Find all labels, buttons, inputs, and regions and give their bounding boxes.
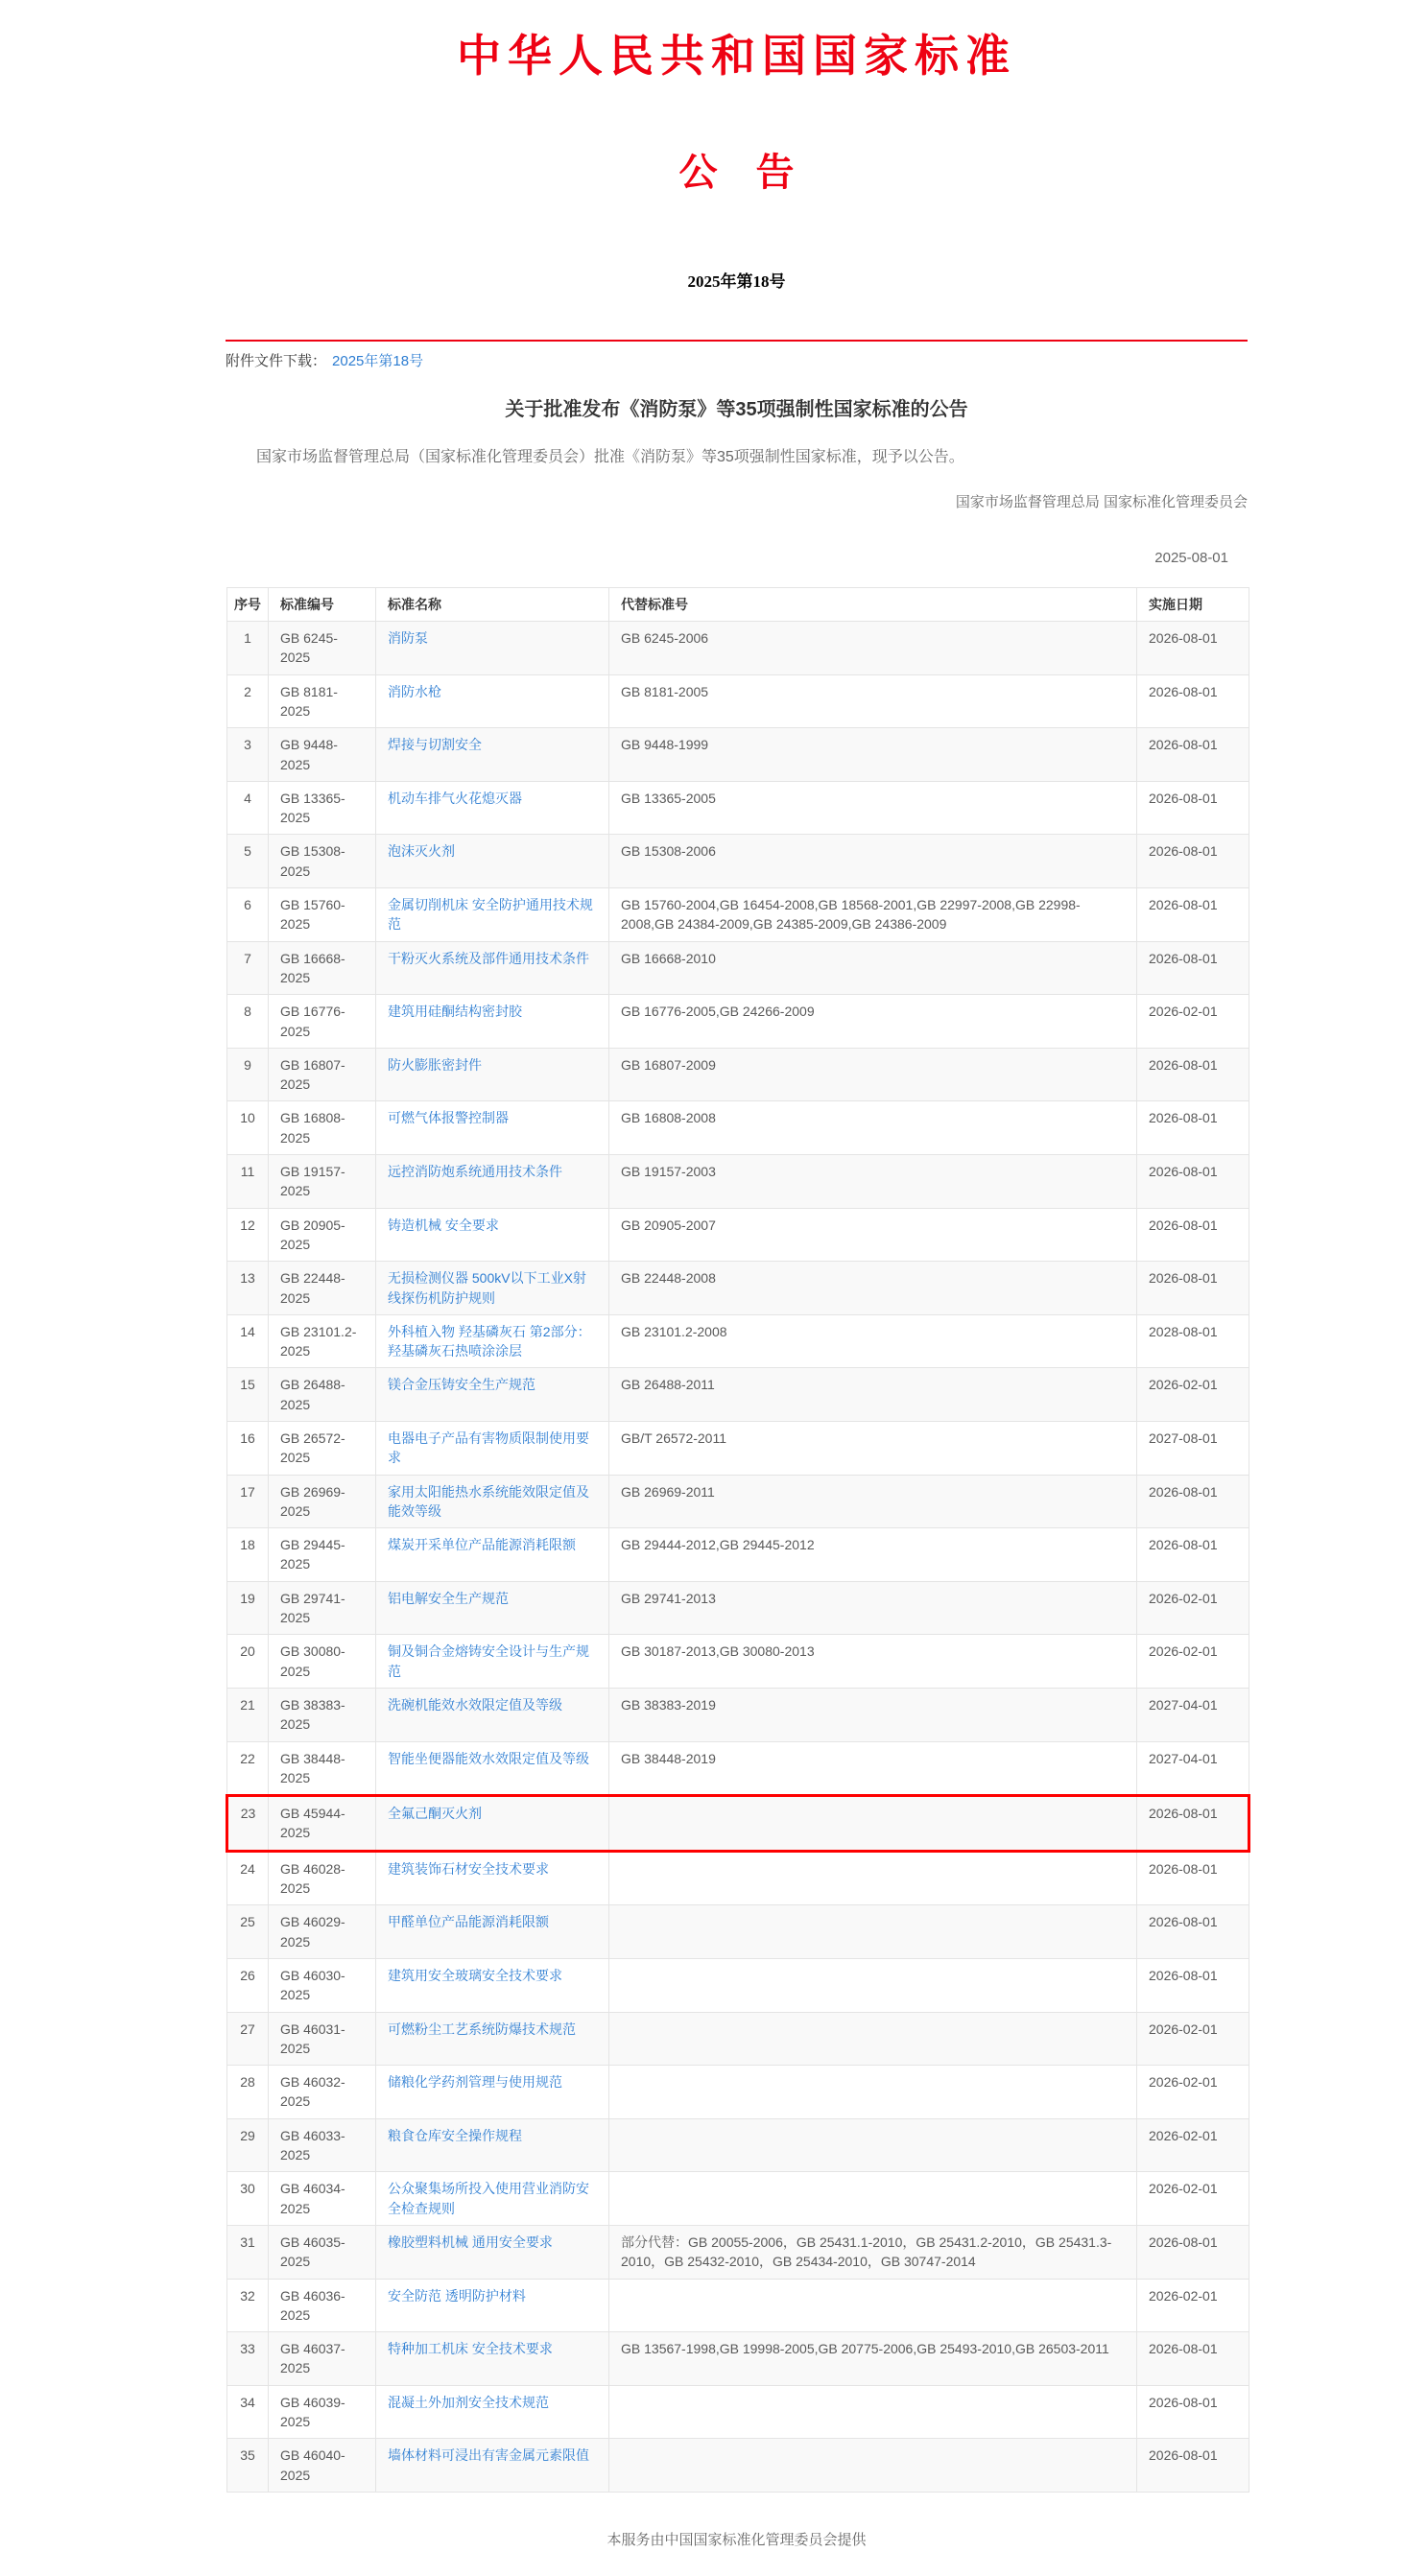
standard-code: GB 19157-2025	[269, 1155, 376, 1209]
standard-name-cell	[376, 1422, 609, 1476]
replaced-standards: GB 30187-2013,GB 30080-2013	[609, 1635, 1137, 1689]
implementation-date: 2026-08-01	[1137, 1475, 1249, 1528]
standard-name-cell	[376, 1741, 609, 1796]
replaced-standards: GB 15760-2004,GB 16454-2008,GB 18568-2001,GB 22997-2008,GB 22998-2008,GB 24384-2009,GB 24385-2009,GB 24386-2009	[609, 888, 1137, 942]
implementation-date: 2028-08-01	[1137, 1314, 1249, 1368]
footer-text: 本服务由中国国家标准化管理委员会提供	[606, 2531, 867, 2548]
replaced-standards	[609, 1851, 1137, 1905]
implementation-date: 2026-08-01	[1137, 1101, 1249, 1155]
replaced-standards: GB 26969-2011	[609, 1475, 1137, 1528]
row-number: 22	[227, 1741, 269, 1796]
implementation-date: 2027-04-01	[1137, 1741, 1249, 1796]
row-number: 4	[227, 781, 269, 835]
row-number: 6	[227, 888, 269, 942]
replaced-standards: GB 26488-2011	[609, 1368, 1137, 1422]
standard-name-link[interactable]: 干粉灭火系统及部件通用技术条件	[388, 950, 589, 966]
row-number: 5	[227, 835, 269, 888]
implementation-date: 2026-02-01	[1137, 1368, 1249, 1422]
replaced-standards: GB 29741-2013	[609, 1581, 1137, 1635]
row-number: 27	[227, 2012, 269, 2066]
standard-name-cell	[376, 1528, 609, 1582]
attachment-link[interactable]: 2025年第18号	[332, 353, 424, 369]
replaced-standards: GB 19157-2003	[609, 1155, 1137, 1209]
standard-name-cell	[376, 1475, 609, 1528]
row-number: 9	[227, 1048, 269, 1101]
standard-code: GB 9448-2025	[269, 728, 376, 782]
standards-table-body	[227, 622, 1249, 2493]
standard-code: GB 46040-2025	[269, 2439, 376, 2493]
row-number: 14	[227, 1314, 269, 1368]
standard-code: GB 45944-2025	[269, 1796, 376, 1852]
standard-name-link[interactable]: 电器电子产品有害物质限制使用要求	[388, 1430, 589, 1466]
standard-code: GB 16668-2025	[269, 941, 376, 995]
replaced-standards	[609, 2066, 1137, 2119]
row-number: 17	[227, 1475, 269, 1528]
replaced-standards	[609, 1796, 1137, 1852]
replaced-standards	[609, 1958, 1137, 2012]
table-row	[227, 1635, 1249, 1689]
standard-name-link[interactable]: 消防水枪	[388, 683, 441, 699]
table-row	[227, 1155, 1249, 1209]
standard-name-cell	[376, 1581, 609, 1635]
column-header-replaces: 代替标准号	[609, 587, 1137, 621]
table-row	[227, 941, 1249, 995]
standard-code: GB 29445-2025	[269, 1528, 376, 1582]
table-row	[227, 1048, 1249, 1101]
implementation-date: 2026-08-01	[1137, 1208, 1249, 1262]
table-row	[227, 674, 1249, 728]
replaced-standards: GB 22448-2008	[609, 1262, 1137, 1315]
standard-name-link[interactable]: 粮食仓库安全操作规程	[388, 2127, 522, 2143]
standard-name-cell	[376, 674, 609, 728]
table-row	[227, 1368, 1249, 1422]
table-row	[227, 888, 1249, 942]
row-number: 11	[227, 1155, 269, 1209]
row-number: 26	[227, 1958, 269, 2012]
standard-name-cell	[376, 2118, 609, 2172]
replaced-standards	[609, 2439, 1137, 2493]
standard-name-cell	[376, 622, 609, 675]
row-number: 2	[227, 674, 269, 728]
replaced-standards: GB 16776-2005,GB 24266-2009	[609, 995, 1137, 1049]
row-number: 15	[227, 1368, 269, 1422]
announcement-page	[226, 0, 1248, 2576]
standard-name-cell	[376, 1851, 609, 1905]
standard-name-cell	[376, 1688, 609, 1741]
row-number: 24	[227, 1851, 269, 1905]
standard-code: GB 38383-2025	[269, 1688, 376, 1741]
standard-name-cell	[376, 1208, 609, 1262]
table-row	[227, 835, 1249, 888]
standard-name-cell	[376, 2225, 609, 2279]
row-number: 31	[227, 2225, 269, 2279]
implementation-date: 2026-08-01	[1137, 1048, 1249, 1101]
page-title: 中华人民共和国国家标准	[457, 32, 1016, 81]
row-number: 20	[227, 1635, 269, 1689]
row-number: 21	[227, 1688, 269, 1741]
standard-code: GB 46030-2025	[269, 1958, 376, 2012]
table-row	[227, 2118, 1249, 2172]
standard-name-cell	[376, 2439, 609, 2493]
standard-name-cell	[376, 2172, 609, 2226]
implementation-date: 2026-08-01	[1137, 1528, 1249, 1582]
table-row	[227, 1262, 1249, 1315]
replaced-standards: 部分代替：GB 20055-2006，GB 25431.1-2010，GB 25431.2-2010，GB 25431.3-2010，GB 25432-2010，GB 25434-2010，GB 30747-2014	[609, 2225, 1137, 2279]
row-number: 32	[227, 2279, 269, 2332]
standard-name-link[interactable]: 防火膨胀密封件	[388, 1056, 482, 1073]
implementation-date: 2026-08-01	[1137, 2332, 1249, 2386]
implementation-date: 2026-08-01	[1137, 941, 1249, 995]
standard-code: GB 46029-2025	[269, 1905, 376, 1959]
replaced-standards: GB 38448-2019	[609, 1741, 1137, 1796]
standard-name-link[interactable]: 外科植入物 羟基磷灰石 第2部分：羟基磷灰石热喷涂涂层	[388, 1323, 591, 1359]
replaced-standards: GB 16808-2008	[609, 1101, 1137, 1155]
standard-name-link[interactable]: 全氟己酮灭火剂	[388, 1806, 482, 1822]
standard-name-cell	[376, 1958, 609, 2012]
attachment-row	[226, 342, 1248, 370]
replaced-standards	[609, 2385, 1137, 2439]
standard-code: GB 46033-2025	[269, 2118, 376, 2172]
row-number: 18	[227, 1528, 269, 1582]
table-row	[227, 1581, 1249, 1635]
standard-name-cell	[376, 835, 609, 888]
implementation-date: 2026-08-01	[1137, 1155, 1249, 1209]
standard-code: GB 15760-2025	[269, 888, 376, 942]
table-row	[227, 1958, 1249, 2012]
standard-name-link[interactable]: 金属切削机床 安全防护通用技术规范	[388, 897, 593, 933]
standard-name-link[interactable]: 墙体材料可浸出有害金属元素限值	[388, 2447, 589, 2464]
row-number: 25	[227, 1905, 269, 1959]
row-number: 1	[227, 622, 269, 675]
standard-code: GB 20905-2025	[269, 1208, 376, 1262]
table-row	[227, 2012, 1249, 2066]
row-number: 8	[227, 995, 269, 1049]
implementation-date: 2026-08-01	[1137, 781, 1249, 835]
standard-name-link[interactable]: 铜及铜合金熔铸安全设计与生产规范	[388, 1643, 589, 1679]
replaced-standards: GB 16668-2010	[609, 941, 1137, 995]
standard-code: GB 16776-2025	[269, 995, 376, 1049]
table-row	[227, 1851, 1249, 1905]
standard-code: GB 46036-2025	[269, 2279, 376, 2332]
standard-code: GB 22448-2025	[269, 1262, 376, 1315]
implementation-date: 2026-08-01	[1137, 1958, 1249, 2012]
replaced-standards	[609, 2279, 1137, 2332]
notice-date: 2025-08-01	[1154, 549, 1228, 566]
standard-name-link[interactable]: 无损检测仪器 500kV以下工业X射线探伤机防护规则	[388, 1270, 586, 1306]
standard-code: GB 46034-2025	[269, 2172, 376, 2226]
standard-name-link[interactable]: 家用太阳能热水系统能效限定值及能效等级	[388, 1483, 589, 1519]
issue-number: 2025年第18号	[687, 272, 786, 291]
standard-name-cell	[376, 2385, 609, 2439]
row-number: 28	[227, 2066, 269, 2119]
replaced-standards: GB 38383-2019	[609, 1688, 1137, 1741]
implementation-date: 2026-02-01	[1137, 1581, 1249, 1635]
standard-name-cell	[376, 2066, 609, 2119]
standard-name-cell	[376, 1368, 609, 1422]
implementation-date: 2026-08-01	[1137, 888, 1249, 942]
row-number: 3	[227, 728, 269, 782]
standard-name-cell	[376, 2279, 609, 2332]
standard-code: GB 46037-2025	[269, 2332, 376, 2386]
standard-name-cell	[376, 1048, 609, 1101]
standard-code: GB 15308-2025	[269, 835, 376, 888]
standard-code: GB 13365-2025	[269, 781, 376, 835]
standard-code: GB 30080-2025	[269, 1635, 376, 1689]
standard-name-link[interactable]: 远控消防炮系统通用技术条件	[388, 1164, 562, 1180]
standard-name-link[interactable]: 可燃气体报警控制器	[388, 1110, 509, 1126]
standard-name-link[interactable]: 焊接与切割安全	[388, 737, 482, 753]
implementation-date: 2026-02-01	[1137, 1635, 1249, 1689]
row-number: 33	[227, 2332, 269, 2386]
standard-name-link[interactable]: 建筑装饰石材安全技术要求	[388, 1860, 549, 1877]
standard-name-link[interactable]: 甲醛单位产品能源消耗限额	[388, 1914, 549, 1930]
table-row	[227, 1475, 1249, 1528]
replaced-standards	[609, 2172, 1137, 2226]
implementation-date: 2026-08-01	[1137, 2385, 1249, 2439]
row-number: 30	[227, 2172, 269, 2226]
table-row	[227, 1741, 1249, 1796]
implementation-date: 2026-02-01	[1137, 995, 1249, 1049]
standard-name-link[interactable]: 建筑用安全玻璃安全技术要求	[388, 1967, 562, 1983]
table-header-row	[227, 587, 1249, 621]
standard-name-link[interactable]: 智能坐便器能效水效限定值及等级	[388, 1750, 589, 1766]
replaced-standards: GB 8181-2005	[609, 674, 1137, 728]
standard-name-link[interactable]: 混凝土外加剂安全技术规范	[388, 2394, 549, 2410]
column-header-no: 序号	[227, 587, 269, 621]
table-row	[227, 2225, 1249, 2279]
row-number: 29	[227, 2118, 269, 2172]
implementation-date: 2026-08-01	[1137, 1262, 1249, 1315]
table-row	[227, 995, 1249, 1049]
implementation-date: 2026-08-01	[1137, 2225, 1249, 2279]
standard-code: GB 38448-2025	[269, 1741, 376, 1796]
replaced-standards	[609, 1905, 1137, 1959]
standard-name-link[interactable]: 机动车排气火花熄灭器	[388, 790, 522, 806]
replaced-standards: GB 13567-1998,GB 19998-2005,GB 20775-2006,GB 25493-2010,GB 26503-2011	[609, 2332, 1137, 2386]
implementation-date: 2026-08-01	[1137, 1796, 1249, 1852]
standard-code: GB 26488-2025	[269, 1368, 376, 1422]
implementation-date: 2027-04-01	[1137, 1688, 1249, 1741]
replaced-standards	[609, 2118, 1137, 2172]
notice-title: 关于批准发布《消防泵》等35项强制性国家标准的公告	[505, 399, 968, 420]
standard-name-link[interactable]: 特种加工机床 安全技术要求	[388, 2341, 553, 2357]
table-row	[227, 1422, 1249, 1476]
standard-name-link[interactable]: 洗碗机能效水效限定值及等级	[388, 1696, 562, 1713]
replaced-standards: GB 16807-2009	[609, 1048, 1137, 1101]
standard-code: GB 8181-2025	[269, 674, 376, 728]
standard-name-cell	[376, 1155, 609, 1209]
standard-code: GB 16808-2025	[269, 1101, 376, 1155]
table-row	[227, 1905, 1249, 1959]
implementation-date: 2026-02-01	[1137, 2066, 1249, 2119]
standard-code: GB 23101.2-2025	[269, 1314, 376, 1368]
table-row	[227, 781, 1249, 835]
implementation-date: 2026-02-01	[1137, 2012, 1249, 2066]
implementation-date: 2027-08-01	[1137, 1422, 1249, 1476]
replaced-standards: GB 6245-2006	[609, 622, 1137, 675]
replaced-standards: GB 29444-2012,GB 29445-2012	[609, 1528, 1137, 1582]
implementation-date: 2026-02-01	[1137, 2172, 1249, 2226]
standard-code: GB 26572-2025	[269, 1422, 376, 1476]
table-row	[227, 728, 1249, 782]
standard-name-cell	[376, 1101, 609, 1155]
standard-name-cell	[376, 1905, 609, 1959]
standard-name-cell	[376, 888, 609, 942]
standard-name-cell	[376, 1262, 609, 1315]
implementation-date: 2026-08-01	[1137, 622, 1249, 675]
standard-name-link[interactable]: 铝电解安全生产规范	[388, 1590, 509, 1606]
row-number: 13	[227, 1262, 269, 1315]
standard-name-link[interactable]: 储粮化学药剂管理与使用规范	[388, 2074, 562, 2091]
table-row	[227, 1688, 1249, 1741]
standard-name-link[interactable]: 橡胶塑料机械 通用安全要求	[388, 2233, 553, 2250]
row-number: 19	[227, 1581, 269, 1635]
standard-name-cell	[376, 1314, 609, 1368]
row-number: 34	[227, 2385, 269, 2439]
standard-name-link[interactable]: 铸造机械 安全要求	[388, 1217, 499, 1233]
implementation-date: 2026-08-01	[1137, 728, 1249, 782]
standard-code: GB 46028-2025	[269, 1851, 376, 1905]
table-row	[227, 1208, 1249, 1262]
standard-name-cell	[376, 2332, 609, 2386]
standard-name-cell	[376, 728, 609, 782]
standard-code: GB 16807-2025	[269, 1048, 376, 1101]
implementation-date: 2026-08-01	[1137, 674, 1249, 728]
column-header-name: 标准名称	[376, 587, 609, 621]
standard-code: GB 46032-2025	[269, 2066, 376, 2119]
standard-code: GB 46039-2025	[269, 2385, 376, 2439]
table-row	[227, 1796, 1249, 1852]
standard-name-cell	[376, 1635, 609, 1689]
standard-name-cell	[376, 1796, 609, 1852]
implementation-date: 2026-02-01	[1137, 2118, 1249, 2172]
standard-code: GB 46031-2025	[269, 2012, 376, 2066]
standard-name-link[interactable]: 煤炭开采单位产品能源消耗限额	[388, 1537, 576, 1553]
row-number: 7	[227, 941, 269, 995]
table-row	[227, 2279, 1249, 2332]
column-header-code: 标准编号	[269, 587, 376, 621]
replaced-standards: GB 13365-2005	[609, 781, 1137, 835]
announcement-subtitle: 公 告	[678, 151, 795, 194]
standard-name-cell	[376, 2012, 609, 2066]
table-row	[227, 622, 1249, 675]
table-row	[227, 2172, 1249, 2226]
implementation-date: 2026-08-01	[1137, 2439, 1249, 2493]
row-number: 23	[227, 1796, 269, 1852]
row-number: 10	[227, 1101, 269, 1155]
row-number: 35	[227, 2439, 269, 2493]
table-row	[227, 2332, 1249, 2386]
standard-code: GB 26969-2025	[269, 1475, 376, 1528]
table-row	[227, 2439, 1249, 2493]
table-row	[227, 2385, 1249, 2439]
table-row	[227, 2066, 1249, 2119]
standard-code: GB 6245-2025	[269, 622, 376, 675]
standard-code: GB 46035-2025	[269, 2225, 376, 2279]
replaced-standards: GB 15308-2006	[609, 835, 1137, 888]
notice-body: 国家市场监督管理总局（国家标准化管理委员会）批准《消防泵》等35项强制性国家标准，现予以公告。	[256, 449, 964, 465]
replaced-standards	[609, 2012, 1137, 2066]
implementation-date: 2026-08-01	[1137, 1905, 1249, 1959]
replaced-standards: GB/T 26572-2011	[609, 1422, 1137, 1476]
standards-table	[226, 587, 1250, 2493]
table-row	[227, 1314, 1249, 1368]
standard-name-link[interactable]: 安全防范 透明防护材料	[388, 2287, 526, 2304]
standard-name-link[interactable]: 建筑用硅酮结构密封胶	[388, 1004, 522, 1020]
implementation-date: 2026-02-01	[1137, 2279, 1249, 2332]
standard-name-link[interactable]: 镁合金压铸安全生产规范	[388, 1377, 535, 1393]
implementation-date: 2026-08-01	[1137, 1851, 1249, 1905]
standard-name-link[interactable]: 公众聚集场所投入使用营业消防安全检查规则	[388, 2181, 589, 2216]
standard-code: GB 29741-2025	[269, 1581, 376, 1635]
row-number: 16	[227, 1422, 269, 1476]
table-row	[227, 1528, 1249, 1582]
column-header-date: 实施日期	[1137, 587, 1249, 621]
replaced-standards: GB 23101.2-2008	[609, 1314, 1137, 1368]
standard-name-cell	[376, 941, 609, 995]
replaced-standards: GB 20905-2007	[609, 1208, 1137, 1262]
standard-name-link[interactable]: 泡沫灭火剂	[388, 843, 455, 860]
standard-name-cell	[376, 995, 609, 1049]
row-number: 12	[227, 1208, 269, 1262]
standard-name-link[interactable]: 可燃粉尘工艺系统防爆技术规范	[388, 2021, 576, 2037]
standard-name-link[interactable]: 消防泵	[388, 630, 428, 647]
attachment-label: 附件文件下载：	[226, 353, 327, 369]
notice-signature: 国家市场监督管理总局 国家标准化管理委员会	[955, 493, 1248, 510]
table-row	[227, 1101, 1249, 1155]
standard-name-cell	[376, 781, 609, 835]
replaced-standards: GB 9448-1999	[609, 728, 1137, 782]
implementation-date: 2026-08-01	[1137, 835, 1249, 888]
